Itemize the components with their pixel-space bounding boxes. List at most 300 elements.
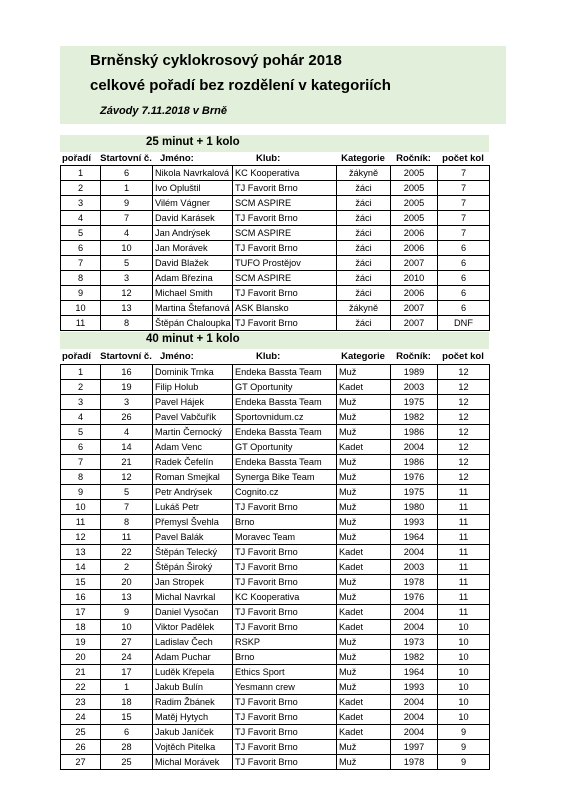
table-row: [61, 590, 490, 605]
laps-cell: 10: [438, 650, 490, 665]
table-row: [61, 256, 490, 271]
laps-cell: 11: [438, 605, 490, 620]
category-cell: žáci: [337, 211, 391, 226]
start-number-cell: 19: [101, 380, 153, 395]
table-row: [61, 395, 490, 410]
category-cell: Muž: [337, 680, 391, 695]
name-cell: Filip Holub: [153, 380, 233, 395]
category-cell: Muž: [337, 425, 391, 440]
laps-cell: 10: [438, 665, 490, 680]
year-cell: 1989: [391, 365, 438, 380]
start-number-cell: 10: [101, 241, 153, 256]
category-cell: Muž: [337, 530, 391, 545]
club-cell: TJ Favorit Brno: [233, 241, 337, 256]
start-number-cell: 3: [101, 271, 153, 286]
start-number-cell: 26: [101, 410, 153, 425]
name-cell: Michael Smith: [153, 286, 233, 301]
rank-cell: 26: [61, 740, 101, 755]
category-cell: Kadet: [337, 545, 391, 560]
section-2-table: [60, 364, 490, 770]
club-cell: KC Kooperativa: [233, 590, 337, 605]
rank-cell: 20: [61, 650, 101, 665]
start-number-cell: 25: [101, 755, 153, 770]
table-row: [61, 545, 490, 560]
category-cell: Muž: [337, 665, 391, 680]
club-cell: Endeka Bassta Team: [233, 395, 337, 410]
rank-cell: 11: [61, 316, 101, 331]
name-cell: Jakub Bulín: [153, 680, 233, 695]
document-title: Brněnský cyklokrosový pohár 2018: [90, 52, 342, 69]
table-row: [61, 196, 490, 211]
laps-cell: 11: [438, 545, 490, 560]
laps-cell: 12: [438, 470, 490, 485]
laps-cell: 9: [438, 725, 490, 740]
laps-cell: 9: [438, 740, 490, 755]
club-cell: RSKP: [233, 635, 337, 650]
category-cell: Kadet: [337, 725, 391, 740]
rank-cell: 22: [61, 680, 101, 695]
name-cell: Pavel Hájek: [153, 395, 233, 410]
rank-cell: 18: [61, 620, 101, 635]
rank-cell: 9: [61, 286, 101, 301]
year-cell: 2005: [391, 181, 438, 196]
year-cell: 1993: [391, 515, 438, 530]
category-cell: Muž: [337, 590, 391, 605]
year-cell: 2005: [391, 211, 438, 226]
laps-cell: 11: [438, 485, 490, 500]
laps-cell: 11: [438, 560, 490, 575]
table-row: [61, 440, 490, 455]
year-cell: 2005: [391, 196, 438, 211]
name-cell: Luděk Křepela: [153, 665, 233, 680]
club-cell: TJ Favorit Brno: [233, 181, 337, 196]
category-cell: Kadet: [337, 605, 391, 620]
name-cell: Štěpán Široký: [153, 560, 233, 575]
year-cell: 2006: [391, 226, 438, 241]
table-row: [61, 301, 490, 316]
table-row: [61, 226, 490, 241]
start-number-cell: 6: [101, 725, 153, 740]
category-cell: žákyně: [337, 166, 391, 181]
name-cell: Daniel Vysočan: [153, 605, 233, 620]
rank-cell: 9: [61, 485, 101, 500]
col-rank: pořadí: [62, 153, 92, 164]
rank-cell: 5: [61, 425, 101, 440]
start-number-cell: 2: [101, 560, 153, 575]
table-row: [61, 485, 490, 500]
laps-cell: 6: [438, 256, 490, 271]
start-number-cell: 15: [101, 710, 153, 725]
start-number-cell: 7: [101, 500, 153, 515]
category-cell: Muž: [337, 395, 391, 410]
rank-cell: 23: [61, 695, 101, 710]
year-cell: 1976: [391, 470, 438, 485]
laps-cell: DNF: [438, 316, 490, 331]
rank-cell: 8: [61, 470, 101, 485]
laps-cell: 6: [438, 286, 490, 301]
category-cell: Muž: [337, 470, 391, 485]
category-cell: Kadet: [337, 560, 391, 575]
col-name: Jméno:: [160, 351, 194, 362]
club-cell: Yesmann crew: [233, 680, 337, 695]
laps-cell: 9: [438, 755, 490, 770]
club-cell: TJ Favorit Brno: [233, 605, 337, 620]
rank-cell: 10: [61, 500, 101, 515]
laps-cell: 11: [438, 515, 490, 530]
rank-cell: 8: [61, 271, 101, 286]
category-cell: Muž: [337, 635, 391, 650]
rank-cell: 27: [61, 755, 101, 770]
table-row: [61, 286, 490, 301]
start-number-cell: 1: [101, 680, 153, 695]
laps-cell: 12: [438, 395, 490, 410]
rank-cell: 2: [61, 181, 101, 196]
start-number-cell: 28: [101, 740, 153, 755]
section-2-title: 40 minut + 1 kolo: [146, 333, 240, 345]
name-cell: David Karásek: [153, 211, 233, 226]
year-cell: 2006: [391, 241, 438, 256]
year-cell: 2007: [391, 256, 438, 271]
name-cell: Radim Žbánek: [153, 695, 233, 710]
section-1-table: [60, 165, 490, 331]
club-cell: Endeka Bassta Team: [233, 455, 337, 470]
table-row: [61, 181, 490, 196]
col-start: Startovní č.: [100, 153, 152, 164]
club-cell: Sportovnidum.cz: [233, 410, 337, 425]
year-cell: 1997: [391, 740, 438, 755]
col-laps: počet kol: [442, 351, 484, 362]
start-number-cell: 1: [101, 181, 153, 196]
table-row: [61, 271, 490, 286]
name-cell: Jakub Janíček: [153, 725, 233, 740]
club-cell: TJ Favorit Brno: [233, 725, 337, 740]
club-cell: Endeka Bassta Team: [233, 365, 337, 380]
category-cell: Muž: [337, 650, 391, 665]
laps-cell: 12: [438, 365, 490, 380]
rank-cell: 17: [61, 605, 101, 620]
club-cell: Endeka Bassta Team: [233, 425, 337, 440]
year-cell: 1978: [391, 575, 438, 590]
name-cell: Vilém Vágner: [153, 196, 233, 211]
rank-cell: 1: [61, 166, 101, 181]
table-row: [61, 650, 490, 665]
laps-cell: 7: [438, 226, 490, 241]
name-cell: Nikola Navrkalová: [153, 166, 233, 181]
club-cell: TUFO Prostějov: [233, 256, 337, 271]
table-row: [61, 665, 490, 680]
section-2-column-headers: [60, 350, 489, 363]
name-cell: Štěpán Chaloupka: [153, 316, 233, 331]
name-cell: Dominik Trnka: [153, 365, 233, 380]
year-cell: 2004: [391, 725, 438, 740]
laps-cell: 7: [438, 166, 490, 181]
year-cell: 1986: [391, 425, 438, 440]
name-cell: Štěpán Telecký: [153, 545, 233, 560]
year-cell: 1980: [391, 500, 438, 515]
start-number-cell: 27: [101, 635, 153, 650]
start-number-cell: 4: [101, 226, 153, 241]
club-cell: TJ Favorit Brno: [233, 695, 337, 710]
table-row: [61, 425, 490, 440]
category-cell: Muž: [337, 485, 391, 500]
rank-cell: 4: [61, 211, 101, 226]
rank-cell: 11: [61, 515, 101, 530]
category-cell: žáci: [337, 226, 391, 241]
category-cell: žáci: [337, 196, 391, 211]
name-cell: Ladislav Čech: [153, 635, 233, 650]
name-cell: Adam Puchar: [153, 650, 233, 665]
club-cell: Ethics Sport: [233, 665, 337, 680]
year-cell: 1973: [391, 635, 438, 650]
category-cell: žáci: [337, 181, 391, 196]
rank-cell: 1: [61, 365, 101, 380]
club-cell: TJ Favorit Brno: [233, 545, 337, 560]
club-cell: Synerga Bike Team: [233, 470, 337, 485]
laps-cell: 11: [438, 530, 490, 545]
year-cell: 1986: [391, 455, 438, 470]
name-cell: Vojtěch Pitelka: [153, 740, 233, 755]
laps-cell: 7: [438, 181, 490, 196]
club-cell: TJ Favorit Brno: [233, 560, 337, 575]
table-row: [61, 695, 490, 710]
rank-cell: 10: [61, 301, 101, 316]
laps-cell: 6: [438, 241, 490, 256]
rank-cell: 7: [61, 256, 101, 271]
rank-cell: 6: [61, 241, 101, 256]
year-cell: 2004: [391, 695, 438, 710]
table-row: [61, 575, 490, 590]
club-cell: TJ Favorit Brno: [233, 740, 337, 755]
club-cell: TJ Favorit Brno: [233, 755, 337, 770]
start-number-cell: 7: [101, 211, 153, 226]
category-cell: Kadet: [337, 620, 391, 635]
col-club: Klub:: [256, 351, 281, 362]
col-laps: počet kol: [442, 153, 484, 164]
name-cell: Pavel Vabčuřík: [153, 410, 233, 425]
col-category: Kategorie: [341, 351, 385, 362]
section-1-title: 25 minut + 1 kolo: [146, 136, 240, 148]
name-cell: Adam Březina: [153, 271, 233, 286]
start-number-cell: 16: [101, 365, 153, 380]
club-cell: SCM ASPIRE: [233, 271, 337, 286]
table-row: [61, 605, 490, 620]
table-row: [61, 410, 490, 425]
section-1-header: [60, 135, 489, 152]
rank-cell: 25: [61, 725, 101, 740]
club-cell: GT Oportunity: [233, 380, 337, 395]
laps-cell: 10: [438, 695, 490, 710]
laps-cell: 12: [438, 440, 490, 455]
year-cell: 1975: [391, 395, 438, 410]
rank-cell: 16: [61, 590, 101, 605]
table-row: [61, 211, 490, 226]
year-cell: 2004: [391, 545, 438, 560]
name-cell: Michal Navrkal: [153, 590, 233, 605]
category-cell: Muž: [337, 410, 391, 425]
rank-cell: 19: [61, 635, 101, 650]
start-number-cell: 10: [101, 620, 153, 635]
category-cell: Kadet: [337, 695, 391, 710]
name-cell: Matěj Hytych: [153, 710, 233, 725]
year-cell: 1975: [391, 485, 438, 500]
name-cell: Jan Morávek: [153, 241, 233, 256]
col-category: Kategorie: [341, 153, 385, 164]
category-cell: Muž: [337, 740, 391, 755]
club-cell: ASK Blansko: [233, 301, 337, 316]
rank-cell: 15: [61, 575, 101, 590]
start-number-cell: 17: [101, 665, 153, 680]
year-cell: 1964: [391, 530, 438, 545]
table-row: [61, 635, 490, 650]
table-row: [61, 500, 490, 515]
rank-cell: 3: [61, 395, 101, 410]
category-cell: Kadet: [337, 710, 391, 725]
section-2-header: [60, 332, 489, 349]
laps-cell: 12: [438, 380, 490, 395]
category-cell: Muž: [337, 575, 391, 590]
start-number-cell: 18: [101, 695, 153, 710]
name-cell: Martin Černocký: [153, 425, 233, 440]
club-cell: TJ Favorit Brno: [233, 710, 337, 725]
year-cell: 2007: [391, 301, 438, 316]
table-row: [61, 455, 490, 470]
table-row: [61, 316, 490, 331]
table-row: [61, 560, 490, 575]
category-cell: žáci: [337, 241, 391, 256]
category-cell: Muž: [337, 455, 391, 470]
document-subtitle: celkové pořadí bez rozdělení v kategoriích: [90, 77, 391, 94]
laps-cell: 10: [438, 710, 490, 725]
year-cell: 2004: [391, 440, 438, 455]
club-cell: TJ Favorit Brno: [233, 316, 337, 331]
rank-cell: 6: [61, 440, 101, 455]
section-1-column-headers: [60, 152, 489, 165]
year-cell: 2007: [391, 316, 438, 331]
start-number-cell: 13: [101, 301, 153, 316]
start-number-cell: 3: [101, 395, 153, 410]
rank-cell: 4: [61, 410, 101, 425]
name-cell: Viktor Padělek: [153, 620, 233, 635]
laps-cell: 6: [438, 301, 490, 316]
laps-cell: 7: [438, 211, 490, 226]
category-cell: Muž: [337, 755, 391, 770]
name-cell: Michal Morávek: [153, 755, 233, 770]
club-cell: GT Oportunity: [233, 440, 337, 455]
laps-cell: 6: [438, 271, 490, 286]
name-cell: Adam Venc: [153, 440, 233, 455]
rank-cell: 12: [61, 530, 101, 545]
race-date: Závody 7.11.2018 v Brně: [100, 105, 227, 117]
table-row: [61, 725, 490, 740]
start-number-cell: 21: [101, 455, 153, 470]
club-cell: Brno: [233, 650, 337, 665]
club-cell: TJ Favorit Brno: [233, 500, 337, 515]
start-number-cell: 22: [101, 545, 153, 560]
name-cell: Lukáš Petr: [153, 500, 233, 515]
table-row: [61, 380, 490, 395]
col-rank: pořadí: [62, 351, 92, 362]
laps-cell: 11: [438, 590, 490, 605]
year-cell: 2006: [391, 286, 438, 301]
table-row: [61, 620, 490, 635]
start-number-cell: 11: [101, 530, 153, 545]
table-row: [61, 740, 490, 755]
category-cell: žáci: [337, 256, 391, 271]
start-number-cell: 8: [101, 515, 153, 530]
name-cell: Jan Andrýsek: [153, 226, 233, 241]
category-cell: žáci: [337, 286, 391, 301]
laps-cell: 12: [438, 455, 490, 470]
rank-cell: 14: [61, 560, 101, 575]
club-cell: KC Kooperativa: [233, 166, 337, 181]
laps-cell: 7: [438, 196, 490, 211]
rank-cell: 7: [61, 455, 101, 470]
table-row: [61, 710, 490, 725]
col-year: Ročník:: [396, 351, 431, 362]
category-cell: Kadet: [337, 440, 391, 455]
laps-cell: 10: [438, 635, 490, 650]
laps-cell: 10: [438, 620, 490, 635]
year-cell: 2004: [391, 620, 438, 635]
category-cell: Muž: [337, 500, 391, 515]
start-number-cell: 12: [101, 286, 153, 301]
category-cell: Muž: [337, 515, 391, 530]
year-cell: 1978: [391, 755, 438, 770]
start-number-cell: 5: [101, 256, 153, 271]
laps-cell: 10: [438, 680, 490, 695]
table-row: [61, 680, 490, 695]
club-cell: TJ Favorit Brno: [233, 211, 337, 226]
start-number-cell: 20: [101, 575, 153, 590]
laps-cell: 12: [438, 425, 490, 440]
name-cell: Pavel Balák: [153, 530, 233, 545]
year-cell: 2005: [391, 166, 438, 181]
rank-cell: 24: [61, 710, 101, 725]
category-cell: žáci: [337, 316, 391, 331]
club-cell: TJ Favorit Brno: [233, 575, 337, 590]
name-cell: Roman Smejkal: [153, 470, 233, 485]
col-year: Ročník:: [396, 153, 431, 164]
year-cell: 1993: [391, 680, 438, 695]
club-cell: Moravec Team: [233, 530, 337, 545]
club-cell: SCM ASPIRE: [233, 196, 337, 211]
year-cell: 2004: [391, 710, 438, 725]
table-row: [61, 241, 490, 256]
rank-cell: 13: [61, 545, 101, 560]
year-cell: 2003: [391, 560, 438, 575]
table-row: [61, 166, 490, 181]
laps-cell: 11: [438, 500, 490, 515]
club-cell: TJ Favorit Brno: [233, 286, 337, 301]
club-cell: Brno: [233, 515, 337, 530]
table-row: [61, 755, 490, 770]
title-block: [60, 46, 506, 124]
club-cell: Cognito.cz: [233, 485, 337, 500]
laps-cell: 12: [438, 410, 490, 425]
start-number-cell: 12: [101, 470, 153, 485]
table-row: [61, 530, 490, 545]
rank-cell: 21: [61, 665, 101, 680]
name-cell: Přemysl Švehla: [153, 515, 233, 530]
name-cell: Petr Andrýsek: [153, 485, 233, 500]
table-row: [61, 365, 490, 380]
name-cell: Radek Čefelín: [153, 455, 233, 470]
category-cell: žákyně: [337, 301, 391, 316]
start-number-cell: 8: [101, 316, 153, 331]
category-cell: Muž: [337, 365, 391, 380]
name-cell: Martina Štefanová: [153, 301, 233, 316]
year-cell: 1976: [391, 590, 438, 605]
